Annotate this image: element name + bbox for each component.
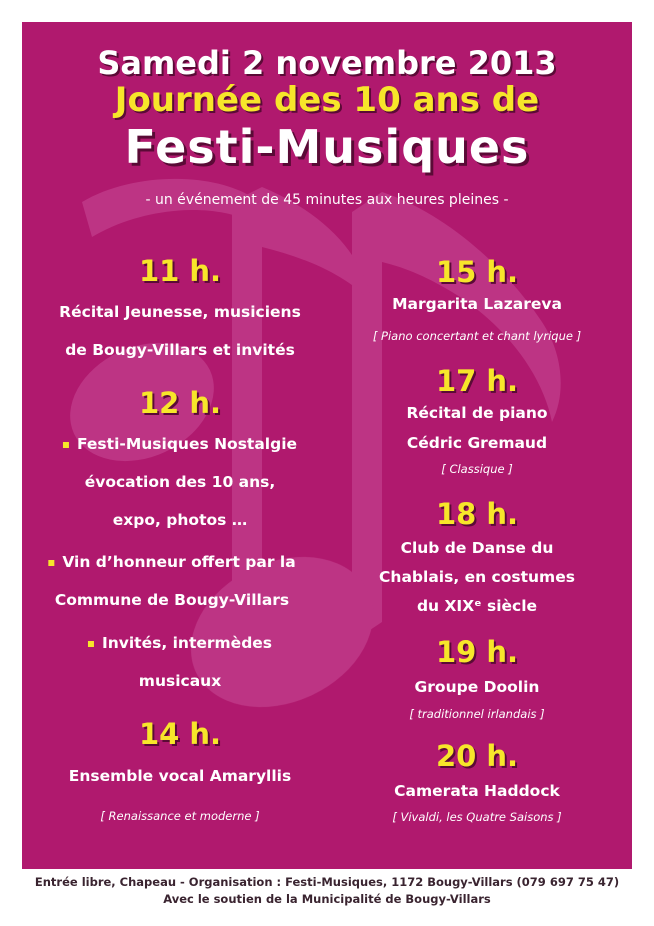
program-line: Camerata Haddock <box>394 782 560 800</box>
program-note: [ Classique ] <box>441 462 513 476</box>
program-line: Chablais, en costumes <box>379 568 575 586</box>
time-11h: 11 h. <box>138 254 222 288</box>
program-line: Groupe Doolin <box>414 678 540 696</box>
time-12h: 12 h. <box>138 386 222 420</box>
program-line: Commune de Bougy-Villars <box>54 591 290 609</box>
program-note: [ Vivaldi, les Quatre Saisons ] <box>392 810 562 824</box>
footer-support: Avec le soutien de la Municipalité de Bougy-Villars <box>163 892 491 906</box>
time-18h: 18 h. <box>435 497 519 531</box>
footer-organisation: Entrée libre, Chapeau - Organisation : Festi-Musiques, 1172 Bougy-Villars (079 697 75 47) <box>34 875 620 889</box>
time-20h: 20 h. <box>435 739 519 773</box>
program-line: évocation des 10 ans, <box>84 473 276 491</box>
time-19h: 19 h. <box>435 635 519 669</box>
event-tagline: - un événement de 45 minutes aux heures pleines - <box>145 192 509 208</box>
program-line: musicaux <box>138 672 222 690</box>
program-note: [ traditionnel irlandais ] <box>409 707 545 721</box>
program-line: Margarita Lazareva <box>392 295 562 313</box>
bullet-icon <box>88 641 94 647</box>
program-line: Récital de piano <box>406 404 548 422</box>
event-title: Festi-Musiques <box>124 120 530 174</box>
time-15h: 15 h. <box>435 255 519 289</box>
program-line: du XIXᵉ siècle <box>416 597 538 615</box>
event-subtitle: Journée des 10 ans de <box>114 80 540 120</box>
program-line: Club de Danse du <box>400 539 554 557</box>
program-line: Récital Jeunesse, musiciens <box>59 303 301 321</box>
bullet-icon <box>48 560 54 566</box>
program-line: Festi-Musiques Nostalgie <box>63 435 297 453</box>
poster <box>22 22 632 869</box>
program-line: Cédric Gremaud <box>406 434 548 452</box>
program-line: expo, photos … <box>112 511 248 529</box>
program-line: de Bougy-Villars et invités <box>65 341 295 359</box>
program-line: Ensemble vocal Amaryllis <box>68 767 292 785</box>
event-date: Samedi 2 novembre 2013 <box>97 44 557 82</box>
program-note: [ Piano concertant et chant lyrique ] <box>372 329 582 343</box>
program-line: Invités, intermèdes <box>88 634 272 652</box>
time-14h: 14 h. <box>138 717 222 751</box>
program-note: [ Renaissance et moderne ] <box>100 809 260 823</box>
time-17h: 17 h. <box>435 364 519 398</box>
bullet-icon <box>63 442 69 448</box>
program-line: Vin d’honneur offert par la <box>48 553 295 571</box>
